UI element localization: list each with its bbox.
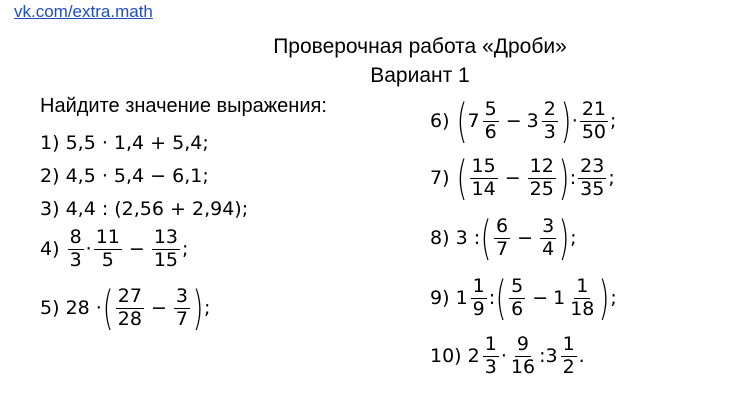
fraction (528, 154, 556, 200)
denominator: 6 (511, 297, 524, 320)
fraction (94, 228, 122, 271)
right-paren: ) (192, 281, 204, 335)
terminator: ; (610, 110, 617, 132)
fraction (483, 97, 499, 143)
denominator: 50 (581, 120, 606, 143)
whole-part: 3 (545, 345, 558, 368)
denominator: 4 (542, 237, 555, 260)
fraction (68, 228, 84, 271)
numerator: 5 (484, 97, 497, 120)
operator: · (571, 110, 578, 132)
denominator: 2 (562, 355, 575, 378)
worksheet-title: Проверочная работа «Дроби» (273, 35, 567, 58)
variant-label: Вариант 1 (370, 64, 470, 87)
denominator: 3 (484, 355, 497, 378)
fraction (174, 284, 190, 330)
operator: − (504, 167, 521, 189)
fraction (580, 97, 608, 143)
fraction (509, 335, 537, 378)
numerator: 27 (117, 284, 142, 307)
fraction (471, 274, 487, 320)
denominator: 3 (543, 120, 556, 143)
numerator: 13 (153, 226, 178, 248)
whole-part: 7 (467, 110, 480, 132)
operator: · (500, 345, 507, 368)
terminator: ; (570, 227, 577, 249)
problem-1 (40, 132, 209, 154)
fraction (509, 274, 525, 320)
numerator: 3 (542, 214, 555, 237)
problem-number: 1) (40, 132, 60, 154)
left-paren: ( (102, 281, 114, 335)
left-paren: ( (495, 271, 507, 325)
denominator: 35 (580, 177, 605, 200)
left-paren: ( (456, 151, 467, 205)
problem-number: 5) (40, 297, 60, 319)
numerator: 21 (581, 97, 606, 120)
denominator: 6 (484, 120, 497, 143)
operator: − (150, 297, 167, 319)
problem-3 (40, 198, 248, 220)
problem-number: 2) (40, 165, 60, 187)
operator: − (128, 238, 145, 261)
numerator: 11 (95, 226, 120, 248)
numerator: 15 (471, 154, 496, 177)
operator: : (488, 287, 496, 309)
operator: · (85, 238, 92, 261)
fraction (542, 97, 558, 143)
problem-6 (430, 94, 617, 148)
numerator: 1 (576, 274, 589, 297)
problem-7 (430, 151, 615, 205)
terminator: ; (608, 167, 615, 189)
whole-part: 1 (455, 287, 468, 309)
expression: 4,4 : (2,56 + 2,94); (65, 198, 249, 220)
problem-9 (430, 271, 617, 325)
problem-number: 10) (430, 345, 462, 368)
numerator: 1 (562, 333, 575, 355)
operator: − (517, 227, 534, 249)
right-paren: ) (560, 94, 572, 148)
denominator: 7 (175, 307, 188, 330)
source-link[interactable]: vk.com/extra.math (14, 2, 153, 21)
denominator: 14 (471, 177, 496, 200)
problem-10 (430, 335, 585, 378)
expression-lead: 3 : (455, 227, 481, 249)
terminator: ; (182, 238, 189, 261)
left-paren: ( (480, 211, 492, 265)
fraction (116, 284, 144, 330)
denominator: 15 (153, 248, 178, 271)
problem-number: 7) (430, 167, 450, 189)
fraction (540, 214, 556, 260)
numerator: 5 (511, 274, 524, 297)
numerator: 6 (496, 214, 509, 237)
terminator: . (578, 345, 585, 368)
problem-number: 9) (430, 287, 450, 309)
expression: 4,5 · 5,4 − 6,1; (65, 165, 209, 187)
whole-part: 1 (553, 287, 566, 309)
denominator: 9 (472, 297, 485, 320)
fraction (561, 335, 577, 378)
operator: : (569, 167, 577, 189)
problem-number: 3) (40, 198, 60, 220)
denominator: 3 (69, 248, 82, 271)
numerator: 3 (175, 284, 188, 307)
problem-number: 8) (430, 227, 450, 249)
denominator: 7 (496, 237, 509, 260)
operator: : (539, 345, 546, 368)
fraction (568, 274, 596, 320)
operator: − (532, 287, 549, 309)
denominator: 25 (529, 177, 554, 200)
terminator: ; (610, 287, 617, 309)
numerator: 8 (69, 226, 82, 248)
denominator: 16 (510, 355, 536, 378)
denominator: 28 (117, 307, 142, 330)
fraction (494, 214, 510, 260)
expression: 5,5 · 1,4 + 5,4; (65, 132, 209, 154)
terminator: ; (203, 297, 211, 319)
expression-lead: 28 · (65, 297, 102, 319)
whole-part: 3 (526, 110, 539, 132)
fraction (152, 228, 180, 271)
right-paren: ) (558, 151, 570, 205)
numerator: 2 (543, 97, 556, 120)
fraction (470, 154, 498, 200)
fraction (483, 335, 499, 378)
problem-4 (40, 228, 188, 271)
right-paren: ) (598, 271, 610, 325)
problem-number: 4) (40, 238, 60, 261)
instruction-text: Найдите значение выражения: (40, 95, 327, 117)
numerator: 9 (516, 333, 530, 355)
fraction (578, 154, 606, 200)
problem-8 (430, 211, 577, 265)
problem-2 (40, 165, 209, 187)
whole-part: 2 (467, 345, 480, 368)
numerator: 12 (529, 154, 554, 177)
numerator: 1 (472, 274, 485, 297)
problem-number: 6) (430, 110, 450, 132)
numerator: 1 (484, 333, 497, 355)
problem-5 (40, 281, 211, 335)
left-paren: ( (456, 94, 467, 148)
denominator: 5 (101, 248, 114, 271)
operator: − (505, 110, 522, 132)
numerator: 23 (580, 154, 605, 177)
denominator: 18 (570, 297, 595, 320)
right-paren: ) (558, 211, 570, 265)
